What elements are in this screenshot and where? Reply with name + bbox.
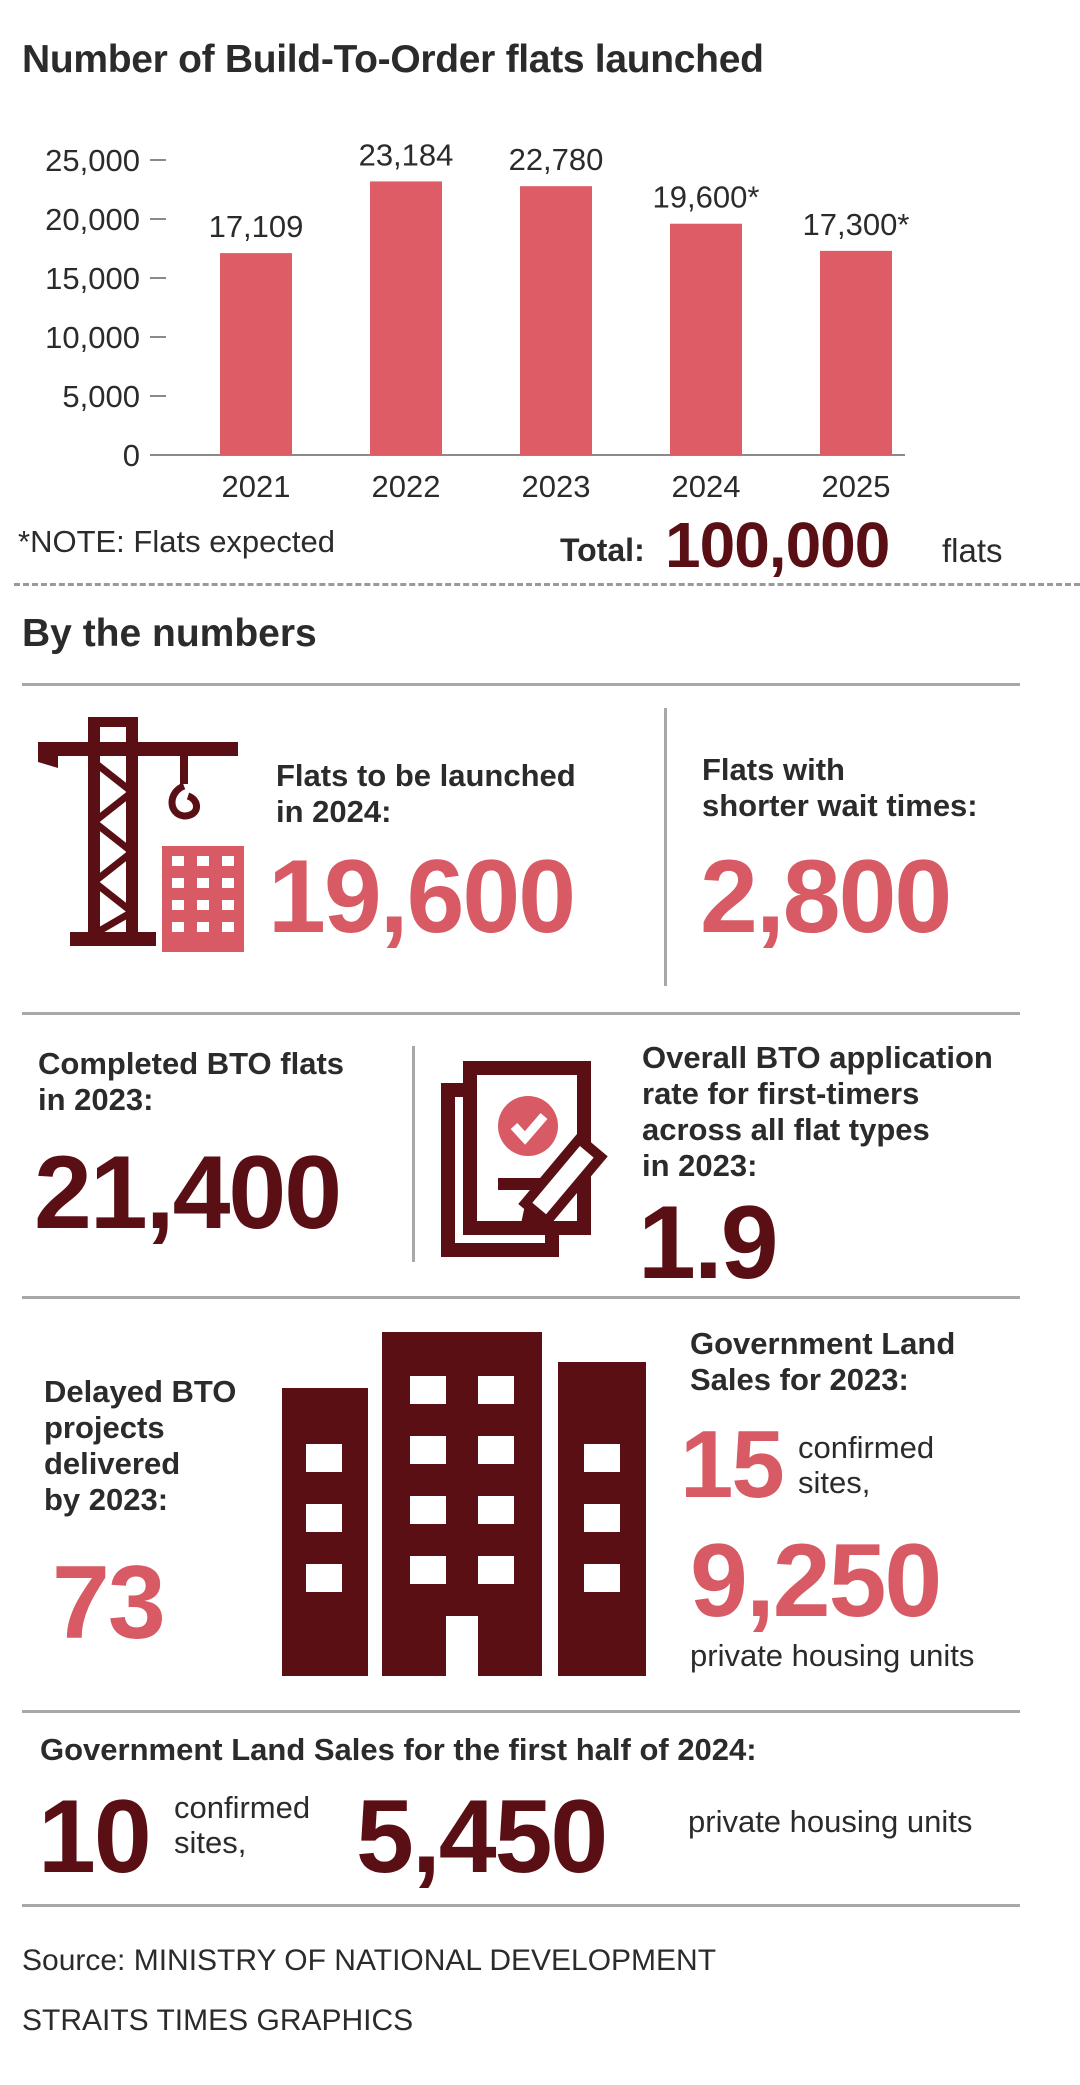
application-form-icon xyxy=(440,1060,620,1260)
total-label: Total: xyxy=(560,532,645,568)
divider xyxy=(22,1710,1020,1713)
x-axis xyxy=(222,469,891,504)
bar-2021 xyxy=(220,253,292,455)
application-rate-label: Overall BTO application rate for first-timers across all flat types in 2023: xyxy=(642,1040,993,1183)
delayed-label: Delayed BTO projects delivered by 2023: xyxy=(44,1374,237,1517)
bar-2025 xyxy=(820,251,892,455)
divider xyxy=(22,1904,1020,1907)
divider xyxy=(412,1046,415,1262)
gls-h1-2024-sites-text: confirmed sites, xyxy=(174,1790,311,1860)
completed-2023-label: Completed BTO flats in 2023: xyxy=(38,1046,345,1117)
bars xyxy=(209,137,910,455)
divider xyxy=(22,1012,1020,1015)
application-rate-value: 1.9 xyxy=(638,1185,777,1301)
gls-h1-2024-label: Government Land Sales for the first half of 2024: xyxy=(40,1732,757,1767)
bar-2023 xyxy=(520,186,592,455)
launched-2024-value: 19,600 xyxy=(268,839,575,955)
y-tick-label: 10,000 xyxy=(45,320,140,355)
data-label: 17,300* xyxy=(802,206,910,242)
x-tick-label: 2023 xyxy=(521,469,591,504)
chart-title: Number of Build-To-Order flats launched xyxy=(22,38,764,81)
buildings-icon xyxy=(282,1332,646,1676)
completed-2023-value: 21,400 xyxy=(34,1135,341,1251)
gls-2023-units-text: private housing units xyxy=(690,1638,975,1673)
chart-note: *NOTE: Flats expected xyxy=(18,524,336,559)
section-title: By the numbers xyxy=(22,612,317,655)
data-label: 19,600* xyxy=(652,179,760,215)
bar-chart xyxy=(0,120,1080,510)
data-label: 17,109 xyxy=(208,209,304,245)
y-tick-label: 25,000 xyxy=(45,143,140,178)
gls-2023-units-value: 9,250 xyxy=(690,1523,941,1639)
bar-2022 xyxy=(370,181,442,455)
shorter-wait-value: 2,800 xyxy=(700,839,951,955)
divider xyxy=(22,683,1020,686)
gls-h1-2024-units-value: 5,450 xyxy=(356,1779,607,1895)
y-tick-label: 0 xyxy=(122,438,140,473)
y-tick-label: 20,000 xyxy=(45,202,140,237)
x-tick-label: 2024 xyxy=(671,469,741,504)
gls-h1-2024-sites-value: 10 xyxy=(38,1779,150,1895)
bar-2024 xyxy=(670,224,742,455)
data-label: 22,780 xyxy=(508,142,604,178)
data-label: 23,184 xyxy=(358,137,454,173)
y-tick-label: 5,000 xyxy=(62,379,140,414)
x-tick-label: 2022 xyxy=(371,469,441,504)
x-tick-label: 2025 xyxy=(821,469,891,504)
y-axis xyxy=(45,143,905,473)
gls-h1-2024-units-text: private housing units xyxy=(688,1804,973,1839)
y-tick-label: 15,000 xyxy=(45,261,140,296)
total-value: 100,000 xyxy=(665,509,890,581)
building-icon xyxy=(162,846,244,952)
dashed-divider xyxy=(14,583,1080,586)
gls-2023-sites-text: confirmed sites, xyxy=(798,1430,935,1500)
delayed-value: 73 xyxy=(52,1545,164,1661)
launched-2024-label: Flats to be launched in 2024: xyxy=(276,758,576,829)
divider xyxy=(664,708,667,986)
credit-text: STRAITS TIMES GRAPHICS xyxy=(22,2004,414,2037)
gls-2023-sites-value: 15 xyxy=(680,1411,783,1518)
divider xyxy=(22,1296,1020,1299)
gls-2023-label: Government Land Sales for 2023: xyxy=(690,1326,956,1397)
source-text: Source: MINISTRY OF NATIONAL DEVELOPMENT xyxy=(22,1944,717,1977)
shorter-wait-label: Flats with shorter wait times: xyxy=(702,752,978,823)
x-tick-label: 2021 xyxy=(221,469,291,504)
total-unit: flats xyxy=(942,532,1003,569)
